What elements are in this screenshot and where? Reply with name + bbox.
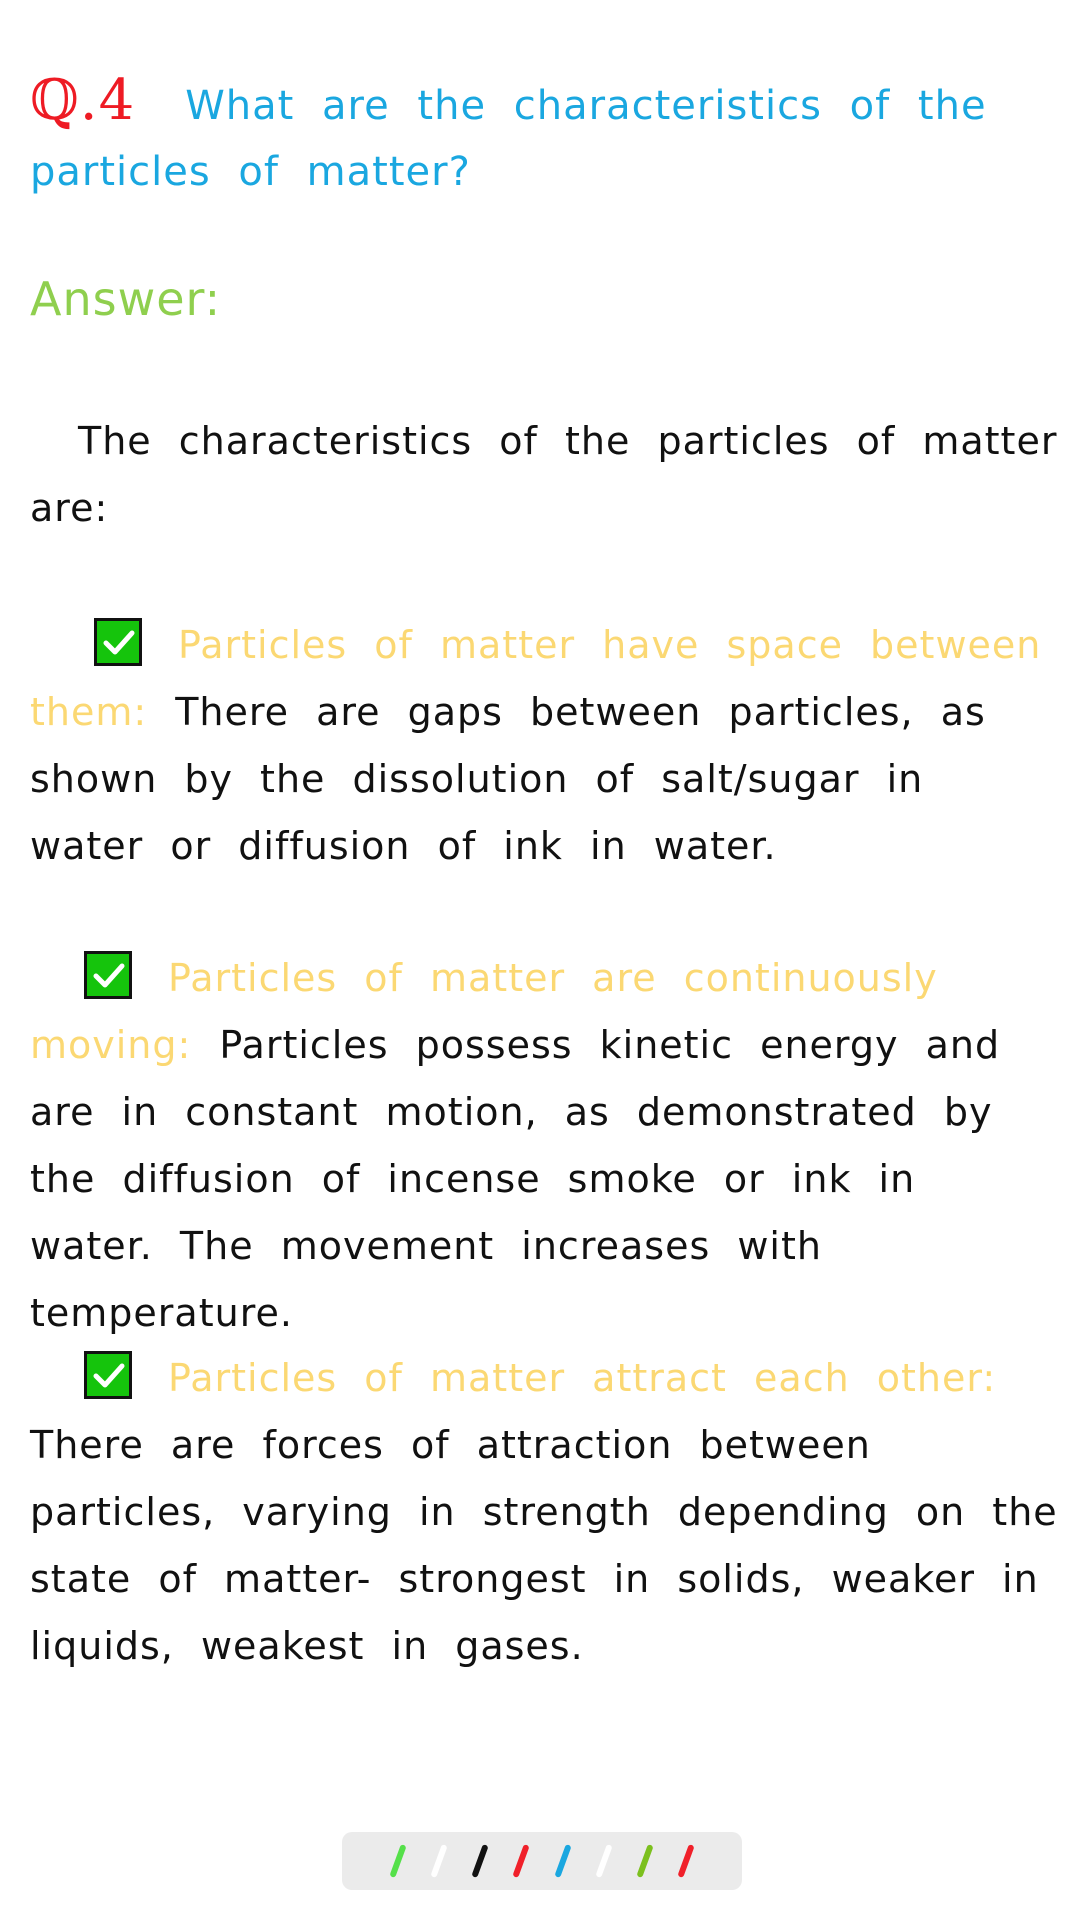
pen-white-icon[interactable]	[431, 1844, 448, 1878]
checkbox-checked-icon	[94, 618, 142, 666]
point-heading: Particles of matter have space between them:	[30, 623, 1042, 734]
point-3	[30, 1345, 1060, 1680]
pen-red-icon[interactable]	[677, 1844, 694, 1878]
pen-blue-icon[interactable]	[554, 1844, 571, 1878]
point-body: Particles possess kinetic energy and are in constant motion, as demonstrated by the diffusion of incense smoke or ink in water. The movement increases with temperature.	[30, 1023, 1001, 1335]
question	[30, 68, 1050, 205]
point-2	[30, 945, 1060, 1347]
checkbox-checked-icon	[84, 1351, 132, 1399]
checkbox-checked-icon	[84, 951, 132, 999]
pen-green-icon[interactable]	[389, 1844, 406, 1878]
answer-label: Answer:	[30, 272, 222, 326]
point-heading: Particles of matter attract each other:	[168, 1356, 997, 1400]
point-heading: Particles of matter are continuously moving:	[30, 956, 938, 1067]
pen-black-icon[interactable]	[472, 1844, 489, 1878]
question-text: What are the characteristics of the particles of matter?	[30, 83, 987, 195]
answer-intro: The characteristics of the particles of matter are:	[30, 419, 1058, 530]
question-label: ℚ.4	[30, 68, 136, 133]
point-1	[30, 612, 1060, 880]
pen-tray	[342, 1832, 742, 1890]
point-body: There are forces of attraction between particles, varying in strength depending on the state of matter- strongest in solids, weaker in liquids, weakest in gases.	[30, 1423, 1058, 1668]
pen-olive-green-icon[interactable]	[636, 1844, 653, 1878]
pen-red-icon[interactable]	[513, 1844, 530, 1878]
point-body: There are gaps between particles, as shown by the dissolution of salt/sugar in water or diffusion of ink in water.	[30, 690, 986, 868]
pen-white-icon[interactable]	[595, 1844, 612, 1878]
